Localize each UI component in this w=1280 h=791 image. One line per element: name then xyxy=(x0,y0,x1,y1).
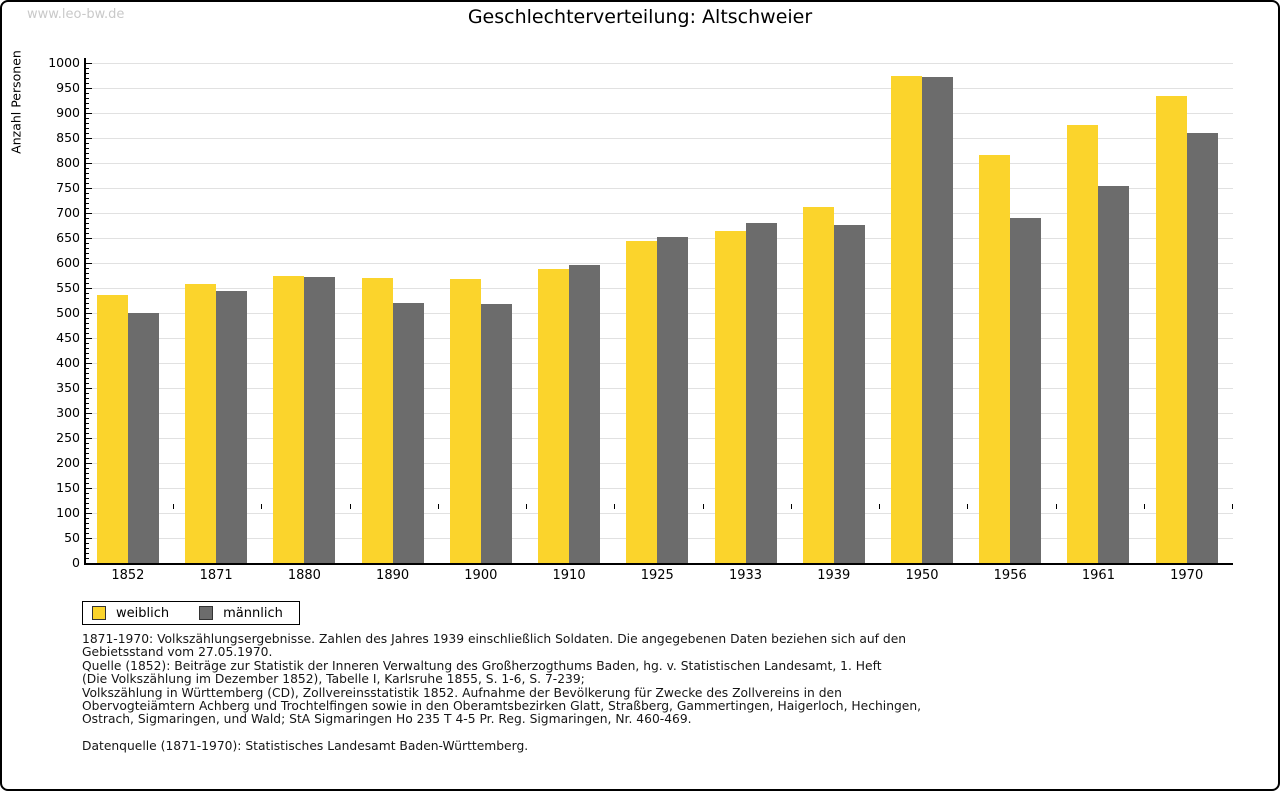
y-major-tick-1000 xyxy=(86,63,92,64)
bar-weiblich-1880 xyxy=(273,276,304,563)
chart-legend xyxy=(82,601,300,625)
footer-line-6: Obervogteiämtern Achberg und Trochtelfingen sowie in den Oberamtsbezirken Glatt, Straßberg, Gammertingen, Haigerloch, Hechingen, xyxy=(82,699,922,714)
y-major-tick-750 xyxy=(86,188,92,189)
y-minor-tick-640 xyxy=(86,243,89,244)
y-major-tick-800 xyxy=(86,163,92,164)
y-minor-tick-930 xyxy=(86,98,89,99)
y-tick-label-850: 850 xyxy=(56,130,80,145)
y-major-tick-900 xyxy=(86,113,92,114)
y-tick-label-300: 300 xyxy=(56,405,80,420)
x-tick-label-1880: 1880 xyxy=(287,568,321,583)
y-major-tick-700 xyxy=(86,213,92,214)
y-tick-label-200: 200 xyxy=(56,455,80,470)
bar-männlich-1956 xyxy=(1010,218,1041,563)
y-minor-tick-970 xyxy=(86,78,89,79)
y-axis-title: Anzahl Personen xyxy=(8,50,24,154)
plot-area xyxy=(86,63,1233,563)
y-tick-label-500: 500 xyxy=(56,305,80,320)
x-tick-2 xyxy=(261,504,262,509)
y-minor-tick-690 xyxy=(86,218,89,219)
y-tick-label-1000: 1000 xyxy=(48,55,80,70)
y-minor-tick-90 xyxy=(86,518,89,519)
gridline-850 xyxy=(86,138,1233,139)
y-minor-tick-570 xyxy=(86,278,89,279)
bar-weiblich-1890 xyxy=(362,278,393,563)
y-minor-tick-370 xyxy=(86,378,89,379)
y-minor-tick-290 xyxy=(86,418,89,419)
y-tick-label-950: 950 xyxy=(56,80,80,95)
y-tick-label-350: 350 xyxy=(56,380,80,395)
y-minor-tick-870 xyxy=(86,128,89,129)
y-minor-tick-220 xyxy=(86,453,89,454)
y-minor-tick-230 xyxy=(86,448,89,449)
bar-männlich-1925 xyxy=(657,237,688,563)
y-minor-tick-60 xyxy=(86,533,89,534)
y-major-tick-250 xyxy=(86,438,92,439)
y-major-tick-300 xyxy=(86,413,92,414)
bar-männlich-1910 xyxy=(569,265,600,564)
bar-männlich-1852 xyxy=(128,313,159,563)
y-minor-tick-670 xyxy=(86,228,89,229)
y-minor-tick-490 xyxy=(86,318,89,319)
footer-line-7: Ostrach, Sigmaringen, und Wald; StA Sigmaringen Ho 235 T 4-5 Pr. Reg. Sigmaringen, Nr. 460-469. xyxy=(82,712,692,727)
y-tick-label-550: 550 xyxy=(56,280,80,295)
y-minor-tick-30 xyxy=(86,548,89,549)
y-minor-tick-190 xyxy=(86,468,89,469)
y-minor-tick-920 xyxy=(86,103,89,104)
bar-weiblich-1852 xyxy=(97,295,128,564)
y-tick-label-600: 600 xyxy=(56,255,80,270)
y-minor-tick-390 xyxy=(86,368,89,369)
y-minor-tick-420 xyxy=(86,353,89,354)
bar-männlich-1970 xyxy=(1187,133,1218,564)
y-minor-tick-990 xyxy=(86,68,89,69)
y-minor-tick-740 xyxy=(86,193,89,194)
bar-weiblich-1910 xyxy=(538,269,569,564)
footer-datasource: Datenquelle (1871-1970): Statistisches Landesamt Baden-Württemberg. xyxy=(82,738,529,753)
y-minor-tick-160 xyxy=(86,483,89,484)
y-minor-tick-860 xyxy=(86,133,89,134)
y-major-tick-650 xyxy=(86,238,92,239)
x-tick-10 xyxy=(967,504,968,509)
y-tick-label-250: 250 xyxy=(56,430,80,445)
bar-weiblich-1939 xyxy=(803,207,834,563)
footer-source-notes xyxy=(82,633,1212,727)
y-minor-tick-270 xyxy=(86,428,89,429)
bar-weiblich-1970 xyxy=(1156,96,1187,563)
y-minor-tick-320 xyxy=(86,403,89,404)
y-minor-tick-840 xyxy=(86,143,89,144)
x-tick-label-1852: 1852 xyxy=(111,568,145,583)
y-minor-tick-960 xyxy=(86,83,89,84)
y-minor-tick-680 xyxy=(86,223,89,224)
y-minor-tick-480 xyxy=(86,323,89,324)
y-minor-tick-660 xyxy=(86,233,89,234)
x-tick-label-1900: 1900 xyxy=(464,568,498,583)
y-minor-tick-760 xyxy=(86,183,89,184)
y-minor-tick-430 xyxy=(86,348,89,349)
y-major-tick-50 xyxy=(86,538,92,539)
x-tick-12 xyxy=(1144,504,1145,509)
y-tick-label-50: 50 xyxy=(64,530,80,545)
x-axis-line xyxy=(84,563,1233,565)
y-minor-tick-980 xyxy=(86,73,89,74)
y-minor-tick-610 xyxy=(86,258,89,259)
y-minor-tick-510 xyxy=(86,308,89,309)
bar-männlich-1950 xyxy=(922,77,953,563)
y-minor-tick-260 xyxy=(86,433,89,434)
y-major-tick-600 xyxy=(86,263,92,264)
y-minor-tick-880 xyxy=(86,123,89,124)
y-minor-tick-170 xyxy=(86,478,89,479)
y-tick-label-0: 0 xyxy=(72,555,80,570)
x-tick-3 xyxy=(350,504,351,509)
y-major-tick-200 xyxy=(86,463,92,464)
x-tick-label-1910: 1910 xyxy=(552,568,586,583)
x-tick-9 xyxy=(879,504,880,509)
y-minor-tick-560 xyxy=(86,283,89,284)
y-minor-tick-910 xyxy=(86,108,89,109)
bar-weiblich-1933 xyxy=(715,231,746,563)
x-tick-1 xyxy=(173,504,174,509)
y-minor-tick-360 xyxy=(86,383,89,384)
gridline-700 xyxy=(86,213,1233,214)
x-tick-7 xyxy=(703,504,704,509)
y-minor-tick-730 xyxy=(86,198,89,199)
x-tick-6 xyxy=(614,504,615,509)
y-major-tick-950 xyxy=(86,88,92,89)
y-minor-tick-470 xyxy=(86,328,89,329)
y-minor-tick-20 xyxy=(86,553,89,554)
y-minor-tick-130 xyxy=(86,498,89,499)
bar-weiblich-1871 xyxy=(185,284,216,564)
bar-männlich-1939 xyxy=(834,225,865,564)
gridline-800 xyxy=(86,163,1233,164)
y-minor-tick-790 xyxy=(86,168,89,169)
footer-line-3: Quelle (1852): Beiträge zur Statistik der Inneren Verwaltung des Großherzogthums Baden, hg. v. Statistischen Landesamt, 1. Heft xyxy=(82,658,882,673)
y-minor-tick-820 xyxy=(86,153,89,154)
y-minor-tick-120 xyxy=(86,503,89,504)
y-tick-label-150: 150 xyxy=(56,480,80,495)
x-tick-label-1950: 1950 xyxy=(905,568,939,583)
y-minor-tick-460 xyxy=(86,333,89,334)
y-minor-tick-530 xyxy=(86,298,89,299)
y-minor-tick-40 xyxy=(86,543,89,544)
legend-item-männlich xyxy=(199,606,283,621)
y-minor-tick-620 xyxy=(86,253,89,254)
footer-text xyxy=(82,633,1212,753)
y-minor-tick-580 xyxy=(86,273,89,274)
y-tick-label-700: 700 xyxy=(56,205,80,220)
y-minor-tick-780 xyxy=(86,173,89,174)
y-minor-tick-310 xyxy=(86,408,89,409)
y-minor-tick-240 xyxy=(86,443,89,444)
x-tick-8 xyxy=(791,504,792,509)
y-minor-tick-630 xyxy=(86,248,89,249)
y-minor-tick-830 xyxy=(86,148,89,149)
y-major-tick-500 xyxy=(86,313,92,314)
y-major-tick-100 xyxy=(86,513,92,514)
watermark-text: www.leo-bw.de xyxy=(27,7,125,22)
y-minor-tick-710 xyxy=(86,208,89,209)
y-tick-label-100: 100 xyxy=(56,505,80,520)
y-minor-tick-10 xyxy=(86,558,89,559)
bar-weiblich-1950 xyxy=(891,76,922,563)
x-tick-label-1925: 1925 xyxy=(640,568,674,583)
footer-line-1: 1871-1970: Volkszählungsergebnisse. Zahlen des Jahres 1939 einschließlich Soldaten. Die angegebenen Daten beziehen sich auf den xyxy=(82,632,907,646)
x-tick-label-1933: 1933 xyxy=(728,568,763,583)
y-minor-tick-890 xyxy=(86,118,89,119)
bar-männlich-1900 xyxy=(481,304,512,564)
gridline-900 xyxy=(86,113,1233,114)
legend-label-weiblich: weiblich xyxy=(116,605,170,621)
y-minor-tick-330 xyxy=(86,398,89,399)
y-major-tick-350 xyxy=(86,388,92,389)
y-tick-label-400: 400 xyxy=(56,355,80,370)
chart-title: Geschlechterverteilung: Altschweier xyxy=(467,6,813,28)
y-major-tick-400 xyxy=(86,363,92,364)
bar-männlich-1961 xyxy=(1098,186,1129,564)
y-tick-label-450: 450 xyxy=(56,330,80,345)
y-minor-tick-520 xyxy=(86,303,89,304)
bar-weiblich-1961 xyxy=(1067,125,1098,564)
x-tick-4 xyxy=(438,504,439,509)
y-minor-tick-410 xyxy=(86,358,89,359)
legend-label-männlich: männlich xyxy=(223,605,283,621)
x-tick-label-1890: 1890 xyxy=(376,568,410,583)
legend-swatch-weiblich xyxy=(92,606,106,620)
y-minor-tick-770 xyxy=(86,178,89,179)
y-major-tick-450 xyxy=(86,338,92,339)
y-minor-tick-210 xyxy=(86,458,89,459)
legend-item-weiblich xyxy=(92,606,169,621)
y-minor-tick-140 xyxy=(86,493,89,494)
y-minor-tick-280 xyxy=(86,423,89,424)
y-major-tick-550 xyxy=(86,288,92,289)
y-minor-tick-80 xyxy=(86,523,89,524)
footer-line-4: (Die Volkszählung im Dezember 1852), Tabelle I, Karlsruhe 1855, S. 1-6, S. 7-239; xyxy=(82,672,585,687)
y-minor-tick-70 xyxy=(86,528,89,529)
y-tick-label-800: 800 xyxy=(56,155,80,170)
y-minor-tick-340 xyxy=(86,393,89,394)
y-major-tick-150 xyxy=(86,488,92,489)
bar-männlich-1890 xyxy=(393,303,424,563)
footer-line-2: Gebietsstand vom 27.05.1970. xyxy=(82,645,273,660)
x-tick-label-1871: 1871 xyxy=(199,568,233,583)
y-minor-tick-940 xyxy=(86,93,89,94)
x-tick-11 xyxy=(1056,504,1057,509)
x-tick-label-1956: 1956 xyxy=(993,568,1027,583)
y-minor-tick-540 xyxy=(86,293,89,294)
y-tick-label-900: 900 xyxy=(56,105,80,120)
y-major-tick-850 xyxy=(86,138,92,139)
y-minor-tick-720 xyxy=(86,203,89,204)
legend-swatch-männlich xyxy=(199,606,213,620)
y-minor-tick-380 xyxy=(86,373,89,374)
bar-männlich-1880 xyxy=(304,277,335,563)
bar-weiblich-1900 xyxy=(450,279,481,563)
x-tick-5 xyxy=(526,504,527,509)
bar-männlich-1871 xyxy=(216,291,247,563)
x-tick-label-1961: 1961 xyxy=(1081,568,1115,583)
y-tick-label-750: 750 xyxy=(56,180,80,195)
x-tick-13 xyxy=(1232,504,1233,509)
gridline-750 xyxy=(86,188,1233,189)
y-minor-tick-440 xyxy=(86,343,89,344)
bar-weiblich-1925 xyxy=(626,241,657,563)
gridline-1000 xyxy=(86,63,1233,64)
footer-line-5: Volkszählung in Württemberg (CD), Zollvereinsstatistik 1852. Aufnahme der Bevölkerung für Zwecke des Zollvereins in den xyxy=(82,685,842,700)
gridline-950 xyxy=(86,88,1233,89)
y-minor-tick-810 xyxy=(86,158,89,159)
x-tick-label-1939: 1939 xyxy=(817,568,851,583)
y-tick-label-650: 650 xyxy=(56,230,80,245)
y-minor-tick-180 xyxy=(86,473,89,474)
x-tick-label-1970: 1970 xyxy=(1170,568,1204,583)
y-minor-tick-110 xyxy=(86,508,89,509)
y-minor-tick-590 xyxy=(86,268,89,269)
bar-weiblich-1956 xyxy=(979,155,1010,563)
bar-männlich-1933 xyxy=(746,223,777,563)
